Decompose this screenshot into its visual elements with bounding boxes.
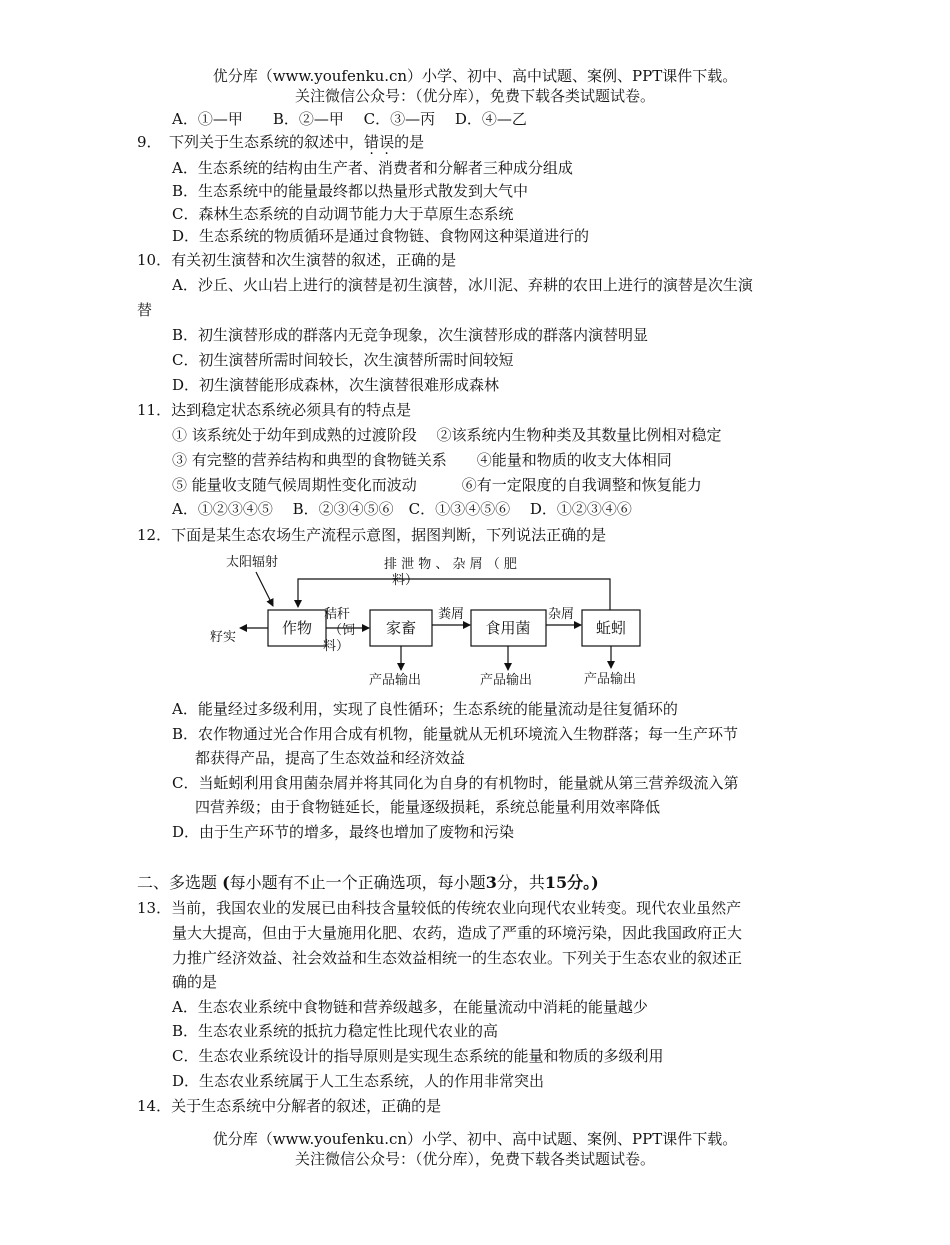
label-crop: 作物 [281, 619, 313, 637]
q9-stem-pre: 9． 下列关于生态系统的叙述中， [137, 133, 365, 151]
arrow-sun [256, 572, 273, 606]
label-worm: 蚯蚓 [595, 619, 627, 637]
label-feed-2: 料） [323, 639, 350, 654]
label-feed-1: （饲 [329, 623, 356, 638]
q10-option-c: C．初生演替所需时间较长，次生演替所需时间较短 [172, 351, 514, 369]
q11-stem: 11．达到稳定状态系统必须具有的特点是 [137, 401, 412, 419]
label-seed: 籽实 [210, 630, 237, 645]
q12-option-c: C．当蚯蚓利用食用菌杂屑并将其同化为自身的有机物时，能量就从第三营养级流入第 [172, 774, 739, 792]
arrow-feedback-loop [298, 579, 610, 610]
header-line-1: 优分库（www.youfenku.cn）小学、初中、高中试题、案例、PPT课件下载。 [212, 67, 738, 85]
section-2-desc-2: 分，共 [496, 873, 545, 892]
q8-options: A．①—甲 B．②—甲 C．③—丙 D．④—乙 [172, 110, 527, 128]
footer-line-2: 关注微信公众号：（优分库），免费下载各类试题试卷。 [294, 1150, 655, 1168]
q13-option-b: B．生态农业系统的抵抗力稳定性比现代农业的高 [172, 1022, 499, 1040]
q13-option-a: A．生态农业系统中食物链和营养级越多，在能量流动中消耗的能量越少 [172, 998, 648, 1016]
q12-option-b-cont: 都获得产品，提高了生态效益和经济效益 [195, 749, 466, 767]
q13-stem-3: 力推广经济效益、社会效益和生态效益相统一的生态农业。下列关于生态农业的叙述正 [172, 949, 743, 967]
q10-stem: 10．有关初生演替和次生演替的叙述，正确的是 [137, 251, 457, 269]
q13-stem-4: 确的是 [172, 973, 218, 991]
section-2-points: 3 [485, 873, 497, 892]
label-livestock: 家畜 [385, 619, 417, 637]
section-2-end: 分。) [567, 873, 599, 892]
q10-option-d: D．初生演替能形成森林，次生演替很难形成森林 [172, 376, 500, 394]
q14-stem: 14．关于生态系统中分解者的叙述，正确的是 [137, 1097, 442, 1115]
q9-option-c: C．森林生态系统的自动调节能力大于草原生态系统 [172, 205, 514, 223]
label-feedback-1: 排 泄 物 、 杂 屑 （ 肥 [384, 557, 517, 572]
section-2-title: 二、多选题 [137, 873, 223, 892]
header-line-2: 关注微信公众号：（优分库），免费下载各类试题试卷。 [294, 87, 655, 105]
label-straw: 秸秆 [324, 607, 351, 622]
q9-stem-post: 的是 [394, 133, 425, 151]
section-2-paren-open: ( [222, 873, 230, 892]
q10-option-a-cont: 替 [137, 301, 153, 319]
section-2-heading [137, 873, 599, 893]
q13-stem-2: 量大大提高，但由于大量施用化肥、农药，造成了严重的环境污染，因此我国政府正大 [172, 924, 743, 942]
q10-option-a: A．沙丘、火山岩上进行的演替是初生演替，冰川泥、弃耕的农田上进行的演替是次生演 [172, 276, 753, 294]
q12-option-d: D．由于生产环节的增多，最终也增加了废物和污染 [172, 823, 515, 841]
label-output-3: 产品输出 [584, 672, 637, 687]
label-output-2: 产品输出 [480, 673, 533, 688]
q13-stem-1: 13．当前，我国农业的发展已由科技含量较低的传统农业向现代农业转变。现代农业虽然产 [137, 899, 742, 917]
q13-option-c: C．生态农业系统设计的指导原则是实现生态系统的能量和物质的多级利用 [172, 1047, 664, 1065]
q9-stem-emphasis-1: 错 [364, 133, 380, 151]
q9-option-a: A．生态系统的结构由生产者、消费者和分解者三种成分组成 [172, 159, 573, 177]
q11-item-1: ① 该系统处于幼年到成熟的过渡阶段 ②该系统内生物种类及其数量比例相对稳定 [172, 426, 722, 444]
q9-stem [137, 132, 424, 152]
q10-option-b: B．初生演替形成的群落内无竞争现象，次生演替形成的群落内演替明显 [172, 326, 649, 344]
q9-stem-emphasis-2: 误 [379, 133, 395, 151]
q9-option-b: B．生态系统中的能量最终都以热量形式散发到大气中 [172, 182, 529, 200]
section-2-total: 15 [544, 873, 568, 892]
footer-line-1: 优分库（www.youfenku.cn）小学、初中、高中试题、案例、PPT课件下载。 [212, 1130, 738, 1148]
q9-option-d: D．生态系统的物质循环是通过食物链、食物网这种渠道进行的 [172, 227, 590, 245]
eco-farm-diagram [0, 545, 950, 695]
q12-option-c-cont: 四营养级；由于食物链延长，能量逐级损耗，系统总能量利用效率降低 [195, 798, 661, 816]
q12-option-a: A．能量经过多级利用，实现了良性循环；生态系统的能量流动是往复循环的 [172, 700, 678, 718]
label-feces: 粪屑 [438, 607, 465, 622]
q11-options: A．①②③④⑤ B．②③④⑤⑥ C．①③④⑤⑥ D．①②③④⑥ [172, 500, 632, 518]
q12-stem: 12．下面是某生态农场生产流程示意图，据图判断，下列说法正确的是 [137, 526, 607, 544]
section-2-desc: 每小题有不止一个正确选项，每小题 [229, 873, 486, 892]
label-feedback-2: 料） [392, 573, 419, 588]
q13-option-d: D．生态农业系统属于人工生态系统，人的作用非常突出 [172, 1072, 545, 1090]
q11-item-3: ⑤ 能量收支随气候周期性变化而波动 ⑥有一定限度的自我调整和恢复能力 [172, 476, 702, 494]
label-fungus: 食用菌 [485, 619, 531, 637]
label-output-1: 产品输出 [369, 673, 422, 688]
label-sun: 太阳辐射 [226, 555, 279, 570]
label-debris: 杂屑 [548, 607, 575, 622]
q11-item-2: ③ 有完整的营养结构和典型的食物链关系 ④能量和物质的收支大体相同 [172, 451, 672, 469]
q12-option-b: B．农作物通过光合作用合成有机物，能量就从无机环境流入生物群落；每一生产环节 [172, 725, 739, 743]
